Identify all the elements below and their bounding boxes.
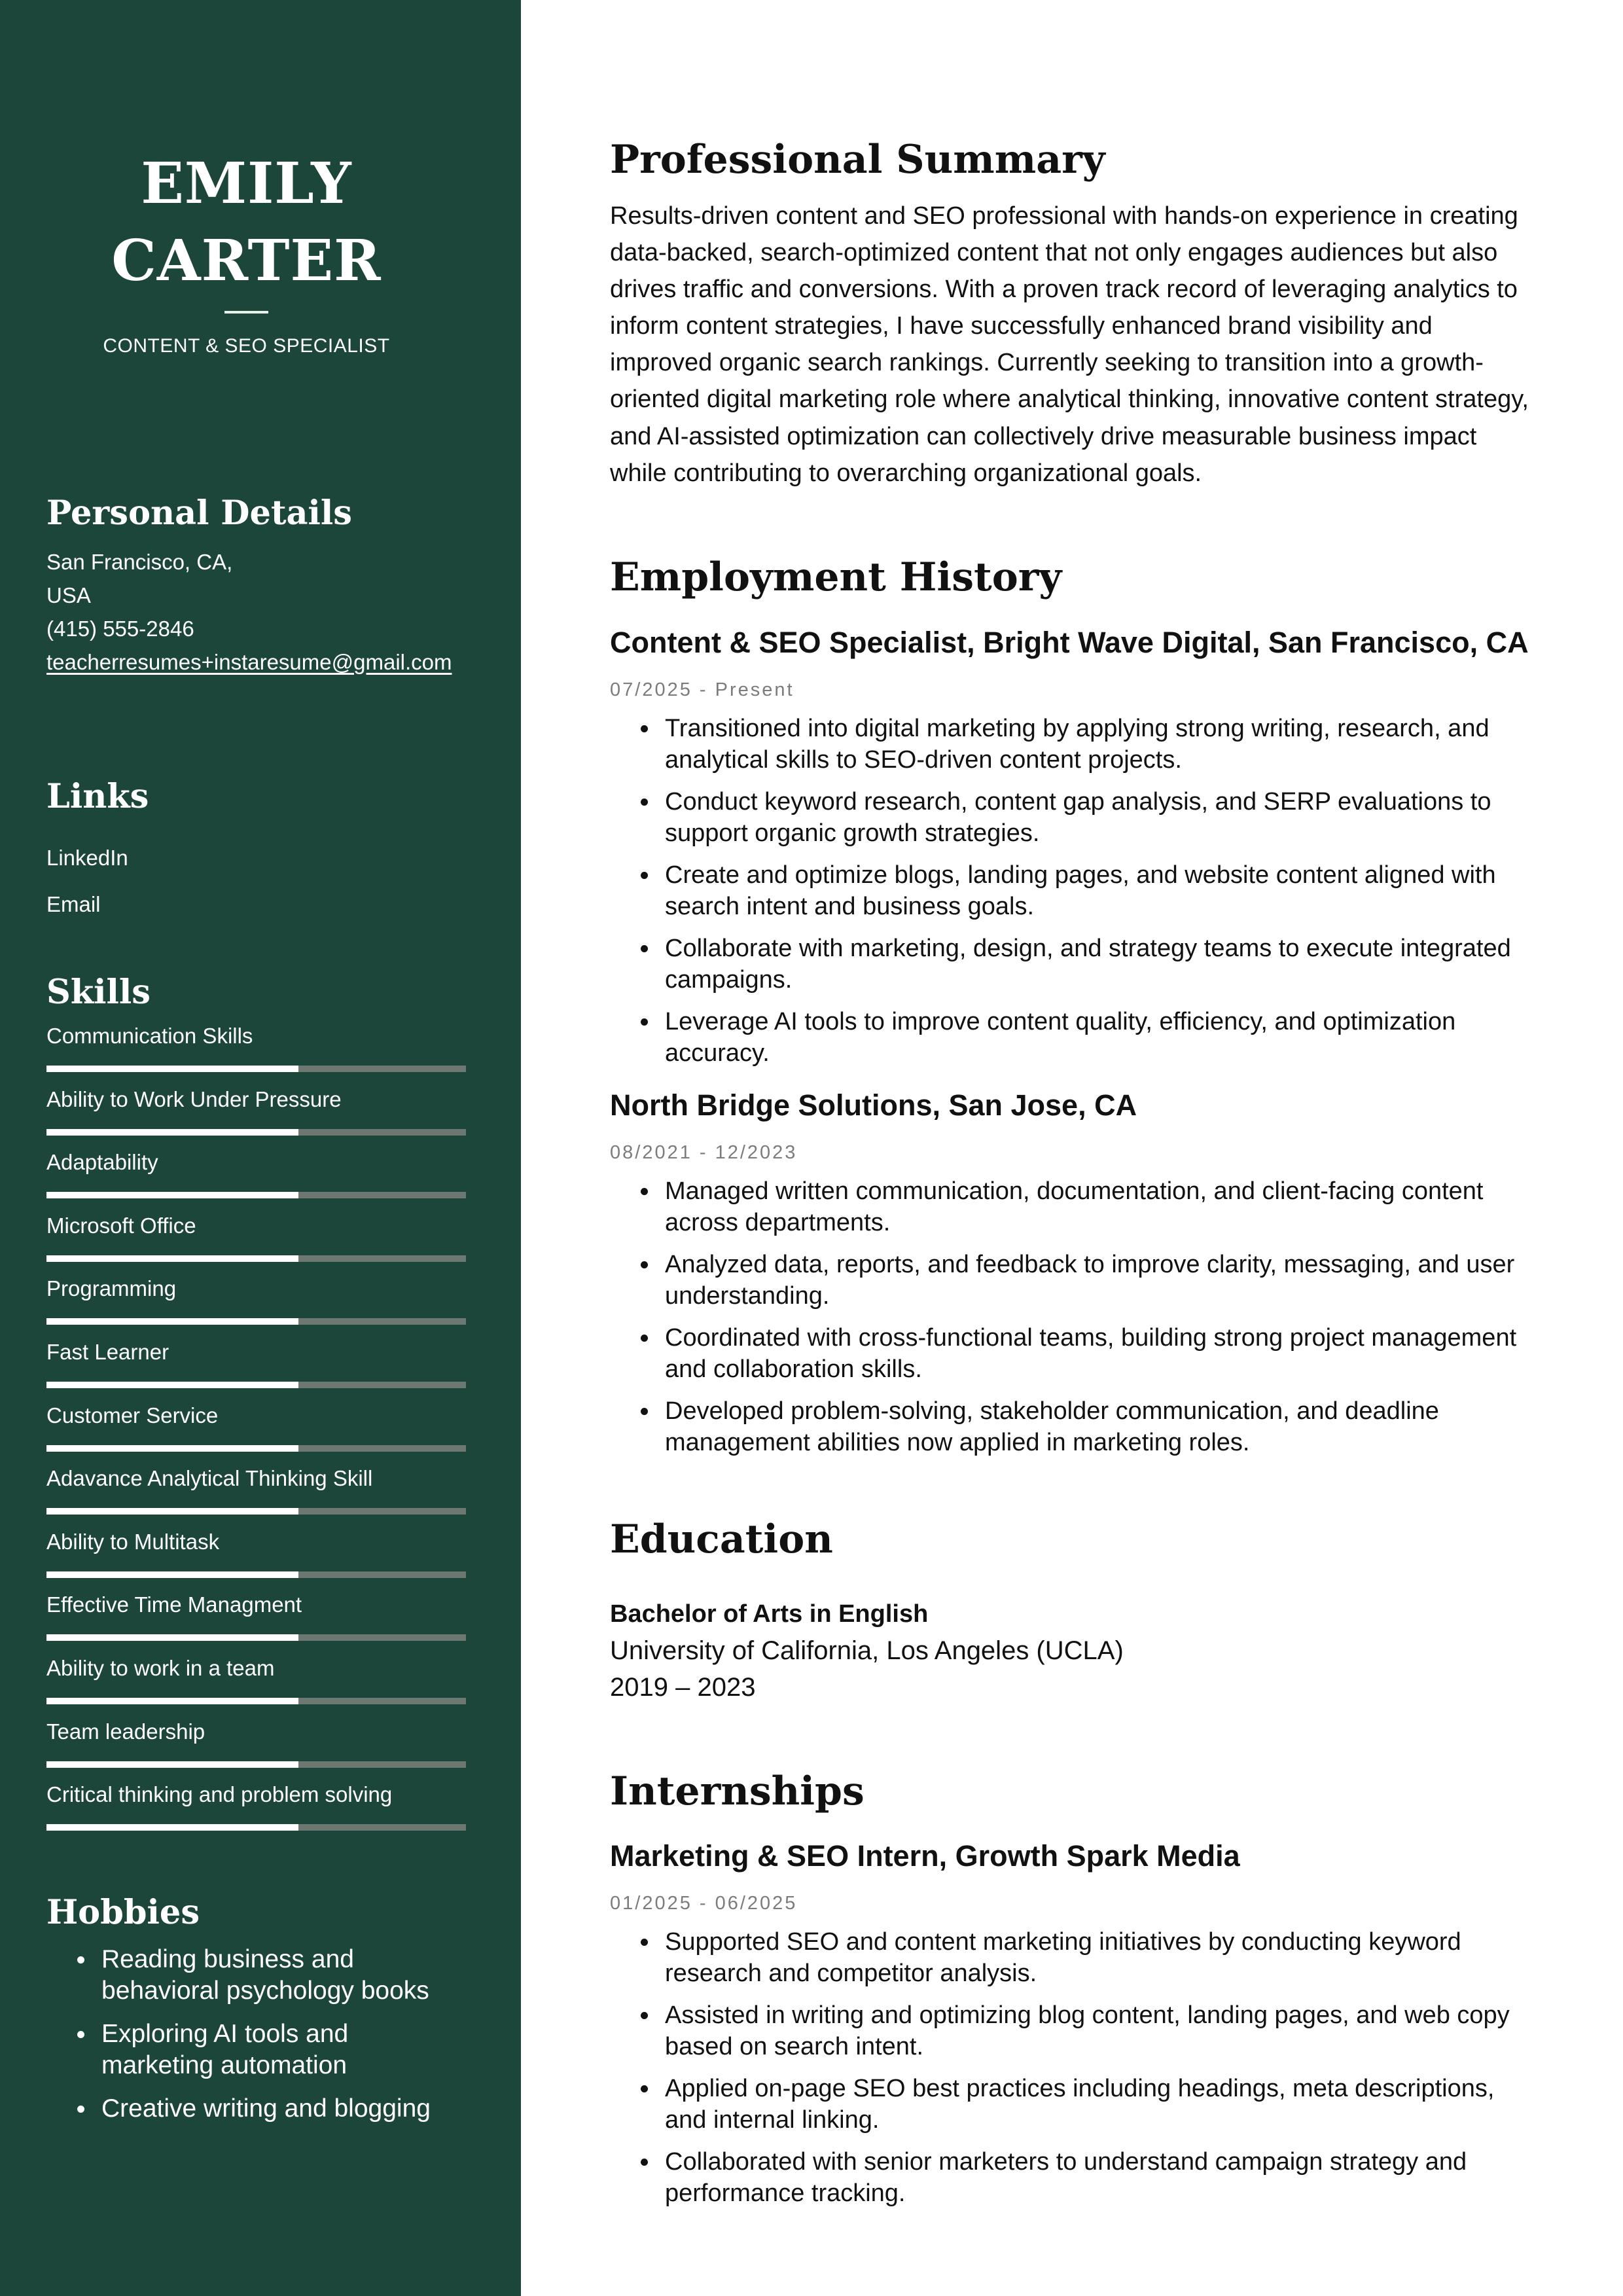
skill-level-fill [46, 1318, 298, 1325]
skill-item [46, 1020, 466, 1084]
internship-bullet: Supported SEO and content marketing initiatives by conducting keyword research and competitor analysis. [610, 1926, 1539, 1989]
internship-bullet: Collaborated with senior marketers to understand campaign strategy and performance tracking. [610, 2146, 1539, 2209]
internships-heading: Internships [610, 1768, 865, 1814]
education-years: 2019 – 2023 [610, 1673, 756, 1702]
skill-name: Effective Time Managment [46, 1592, 302, 1617]
skill-level-fill [46, 1571, 298, 1578]
summary-heading: Professional Summary [610, 137, 1105, 183]
job-bullet: Developed problem-solving, stakeholder communication, and deadline management abilities now applied in marketing roles. [610, 1395, 1539, 1458]
skill-name: Adavance Analytical Thinking Skill [46, 1466, 373, 1491]
skill-level-fill [46, 1508, 298, 1515]
internship-dates: 01/2025 - 06/2025 [610, 1893, 798, 1914]
job-bullet: Conduct keyword research, content gap analysis, and SERP evaluations to support organic growth strategies. [610, 786, 1539, 849]
skill-name: Microsoft Office [46, 1213, 196, 1238]
personal-details-heading: Personal Details [46, 493, 353, 533]
job-bullet: Managed written communication, documentation, and client-facing content across departments. [610, 1175, 1539, 1238]
skill-level-bar [46, 1318, 466, 1325]
skill-level-bar [46, 1698, 466, 1704]
skill-name: Ability to Work Under Pressure [46, 1086, 342, 1111]
skill-item [46, 1336, 466, 1400]
skill-name: Team leadership [46, 1719, 205, 1744]
hobbies-list [46, 1944, 465, 2136]
linkedin-link[interactable]: LinkedIn [46, 846, 128, 870]
skill-level-bar [46, 1508, 466, 1515]
skill-item [46, 1463, 466, 1526]
job-title-1: Content & SEO Specialist, Bright Wave Digital, San Francisco, CA [610, 626, 1529, 659]
skill-item [46, 1653, 466, 1716]
skill-level-fill [46, 1761, 298, 1768]
skills-list [46, 1020, 466, 1842]
skill-level-fill [46, 1066, 298, 1072]
skill-item [46, 1716, 466, 1780]
skill-item [46, 1147, 466, 1210]
skill-level-fill [46, 1824, 298, 1831]
skill-level-bar [46, 1192, 466, 1198]
hobbies-heading: Hobbies [46, 1893, 200, 1932]
internship-bullet: Assisted in writing and optimizing blog content, landing pages, and web copy based on search intent. [610, 2000, 1539, 2062]
skill-item [46, 1084, 466, 1147]
job-bullet: Create and optimize blogs, landing pages, and website content aligned with search intent and business goals. [610, 859, 1539, 922]
skill-item [46, 1779, 466, 1842]
skill-item [46, 1400, 466, 1463]
internship-bullets [610, 1926, 1539, 2219]
skill-level-bar [46, 1761, 466, 1768]
skill-level-bar [46, 1571, 466, 1578]
job-bullets-1 [610, 713, 1539, 1079]
skill-level-fill [46, 1382, 298, 1388]
address-country: USA [46, 583, 91, 607]
job-bullet: Analyzed data, reports, and feedback to improve clarity, messaging, and user understanding. [610, 1249, 1539, 1312]
last-name: CARTER [111, 228, 382, 294]
phone-number: (415) 555-2846 [46, 617, 194, 641]
skill-name: Communication Skills [46, 1024, 253, 1048]
job-title: CONTENT & SEO SPECIALIST [103, 335, 390, 357]
links-heading: Links [46, 777, 149, 816]
skill-level-bar [46, 1129, 466, 1136]
hobby-item: Reading business and behavioral psychology books [46, 1944, 465, 2007]
hobby-item: Creative writing and blogging [46, 2093, 465, 2125]
skill-level-bar [46, 1255, 466, 1262]
skills-heading: Skills [46, 973, 151, 1012]
job-dates-1: 07/2025 - Present [610, 679, 794, 700]
skill-name: Fast Learner [46, 1339, 169, 1364]
first-name: EMILY [141, 151, 352, 217]
name-divider [224, 311, 268, 314]
job-title-2: North Bridge Solutions, San Jose, CA [610, 1088, 1137, 1122]
summary-text: Results-driven content and SEO professional with hands-on experience in creating data-backed, search-optimized content that not only engages audiences but also drives traffic and conversions. With a proven track record of leveraging analytics to inform content strategies, I have successfully enhanced brand visibility and improved organic search rankings. Currently seeking to transition into a growth-oriented digital marketing role where analytical thinking, innovative content strategy, and AI-assisted optimization can collectively drive measurable business impact while contributing to overarching organizational goals. [610, 202, 1529, 487]
skill-name: Ability to Multitask [46, 1529, 220, 1554]
personal-details [46, 545, 452, 679]
skill-level-bar [46, 1382, 466, 1388]
skill-level-bar [46, 1824, 466, 1831]
address-city: San Francisco, CA, [46, 550, 233, 574]
skill-level-bar [46, 1445, 466, 1452]
skill-item [46, 1589, 466, 1653]
education-heading: Education [610, 1516, 833, 1562]
skill-item [46, 1526, 466, 1590]
internship-title: Marketing & SEO Intern, Growth Spark Media [610, 1839, 1240, 1873]
job-bullet: Transitioned into digital marketing by applying strong writing, research, and analytical skills to SEO-driven content projects. [610, 713, 1539, 776]
skill-item [46, 1210, 466, 1274]
skill-item [46, 1273, 466, 1336]
skill-level-fill [46, 1129, 298, 1136]
skill-name: Critical thinking and problem solving [46, 1782, 393, 1807]
skill-level-fill [46, 1445, 298, 1452]
skill-level-fill [46, 1255, 298, 1262]
job-bullets-2 [610, 1175, 1539, 1469]
hobby-item: Exploring AI tools and marketing automation [46, 2018, 465, 2081]
skill-level-bar [46, 1634, 466, 1641]
job-bullet: Collaborate with marketing, design, and strategy teams to execute integrated campaigns. [610, 933, 1539, 996]
employment-heading: Employment History [610, 554, 1062, 600]
skill-level-fill [46, 1634, 298, 1641]
job-bullet: Coordinated with cross-functional teams, building strong project management and collaboration skills. [610, 1322, 1539, 1385]
skill-level-bar [46, 1066, 466, 1072]
skill-name: Ability to work in a team [46, 1655, 275, 1680]
internship-bullet: Applied on-page SEO best practices including headings, meta descriptions, and internal linking. [610, 2073, 1539, 2136]
skill-name: Programming [46, 1276, 177, 1301]
candidate-name [0, 145, 493, 300]
skill-level-fill [46, 1192, 298, 1198]
skill-level-fill [46, 1698, 298, 1704]
email-link-item[interactable]: Email [46, 892, 101, 916]
education-school: University of California, Los Angeles (UCLA) [610, 1636, 1124, 1665]
email-link[interactable]: teacherresumes+instaresume@gmail.com [46, 650, 452, 674]
sidebar [0, 0, 521, 2296]
education-degree: Bachelor of Arts in English [610, 1600, 929, 1628]
job-dates-2: 08/2021 - 12/2023 [610, 1142, 798, 1163]
skill-name: Adaptability [46, 1150, 158, 1175]
job-bullet: Leverage AI tools to improve content quality, efficiency, and optimization accuracy. [610, 1006, 1539, 1069]
skill-name: Customer Service [46, 1403, 219, 1427]
